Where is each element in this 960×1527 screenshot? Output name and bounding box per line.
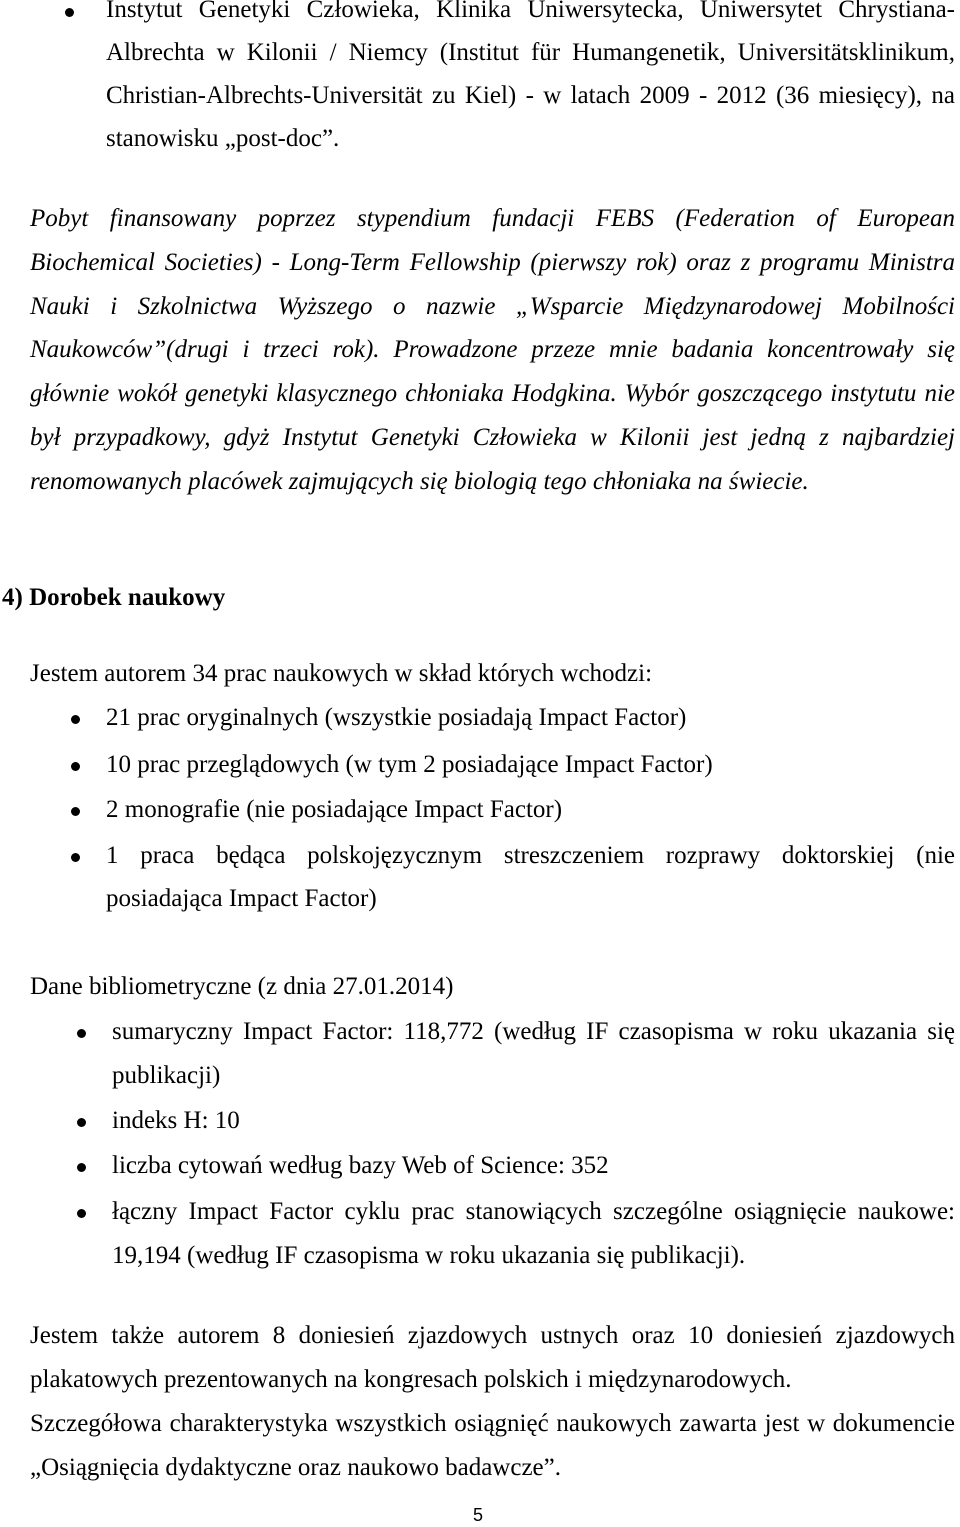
bibliometrics-list-item: indeks H: 10 [112,1107,240,1134]
funding-paragraph-line: głównie wokół genetyki klasycznego chłoniaka Hodgkina. Wybór goszczącego instytutu nie [30,380,955,407]
publications-list-item: 21 prac oryginalnych (wszystkie posiadają Impact Factor) [106,704,687,731]
reference-paragraph-line: „Osiągnięcia dydaktyczne oraz naukowo badawcze”. [30,1454,561,1481]
funding-paragraph-line: Nauki i Szkolnictwa Wyższego o nazwie „Wsparcie Międzynarodowej Mobilności [30,293,955,320]
bullet [65,8,74,17]
reference-paragraph-line: Szczegółowa charakterystyka wszystkich osiągnięć naukowych zawarta jest w dokumencie [30,1410,955,1437]
funding-paragraph-line: Pobyt finansowany poprzez stypendium fundacji FEBS (Federation of European [30,205,955,232]
employment-text-line: stanowisku „post-doc”. [106,125,340,152]
conference-paragraph-line: plakatowych prezentowanych na kongresach polskich i międzynarodowych. [30,1366,792,1393]
publications-list-item: 10 prac przeglądowych (w tym 2 posiadające Impact Factor) [106,751,713,778]
bullet [71,715,80,724]
bullet [77,1118,86,1127]
publications-intro: Jestem autorem 34 prac naukowych w skład których wchodzi: [30,660,653,687]
publications-list-item: 2 monografie (nie posiadające Impact Factor) [106,796,563,823]
publications-list-item-continuation: posiadająca Impact Factor) [106,885,377,912]
bibliometrics-list-item-continuation: 19,194 (według IF czasopisma w roku ukazania się publikacji). [112,1242,746,1269]
bibliometrics-list-item: łączny Impact Factor cyklu prac stanowiących szczególne osiągnięcie naukowe: [112,1198,955,1225]
funding-paragraph-line: Biochemical Societies) - Long-Term Fellowship (pierwszy rok) oraz z programu Ministra [30,249,955,276]
section-heading: 4) Dorobek naukowy [2,584,226,611]
page-number: 5 [472,1505,483,1525]
bibliometrics-list-item-continuation: publikacji) [112,1062,221,1089]
bullet [71,762,80,771]
bibliometrics-list-item: sumaryczny Impact Factor: 118,772 (według IF czasopisma w roku ukazania się [112,1018,955,1045]
bibliometrics-list-item: liczba cytowań według bazy Web of Science: 352 [112,1152,609,1179]
employment-text-line: Instytut Genetyki Człowieka, Klinika Uniwersytecka, Uniwersytet Chrystiana- [106,0,955,23]
funding-paragraph-line: Naukowców”(drugi i trzeci rok). Prowadzone przeze mnie badania koncentrowały się [30,336,955,363]
bullet [77,1029,86,1038]
publications-list-item: 1 praca będąca polskojęzycznym streszczeniem rozprawy doktorskiej (nie [106,842,955,869]
bullet [77,1163,86,1172]
bibliometrics-intro: Dane bibliometryczne (z dnia 27.01.2014) [30,973,454,1000]
conference-paragraph-line: Jestem także autorem 8 doniesień zjazdowych ustnych oraz 10 doniesień zjazdowych [30,1322,955,1349]
funding-paragraph-line: był przypadkowy, gdyż Instytut Genetyki Człowieka w Kilonii jest jedną z najbardziej [30,424,955,451]
employment-text-line: Christian-Albrechts-Universität zu Kiel) - w latach 2009 - 2012 (36 miesięcy), na [106,82,955,109]
bullet [71,853,80,862]
employment-text-line: Albrechta w Kilonii / Niemcy (Institut für Humangenetik, Universitätsklinikum, [106,39,955,66]
bullet [71,807,80,816]
funding-paragraph-line: renomowanych placówek zajmujących się biologią tego chłoniaka na świecie. [30,468,809,495]
bullet [77,1209,86,1218]
